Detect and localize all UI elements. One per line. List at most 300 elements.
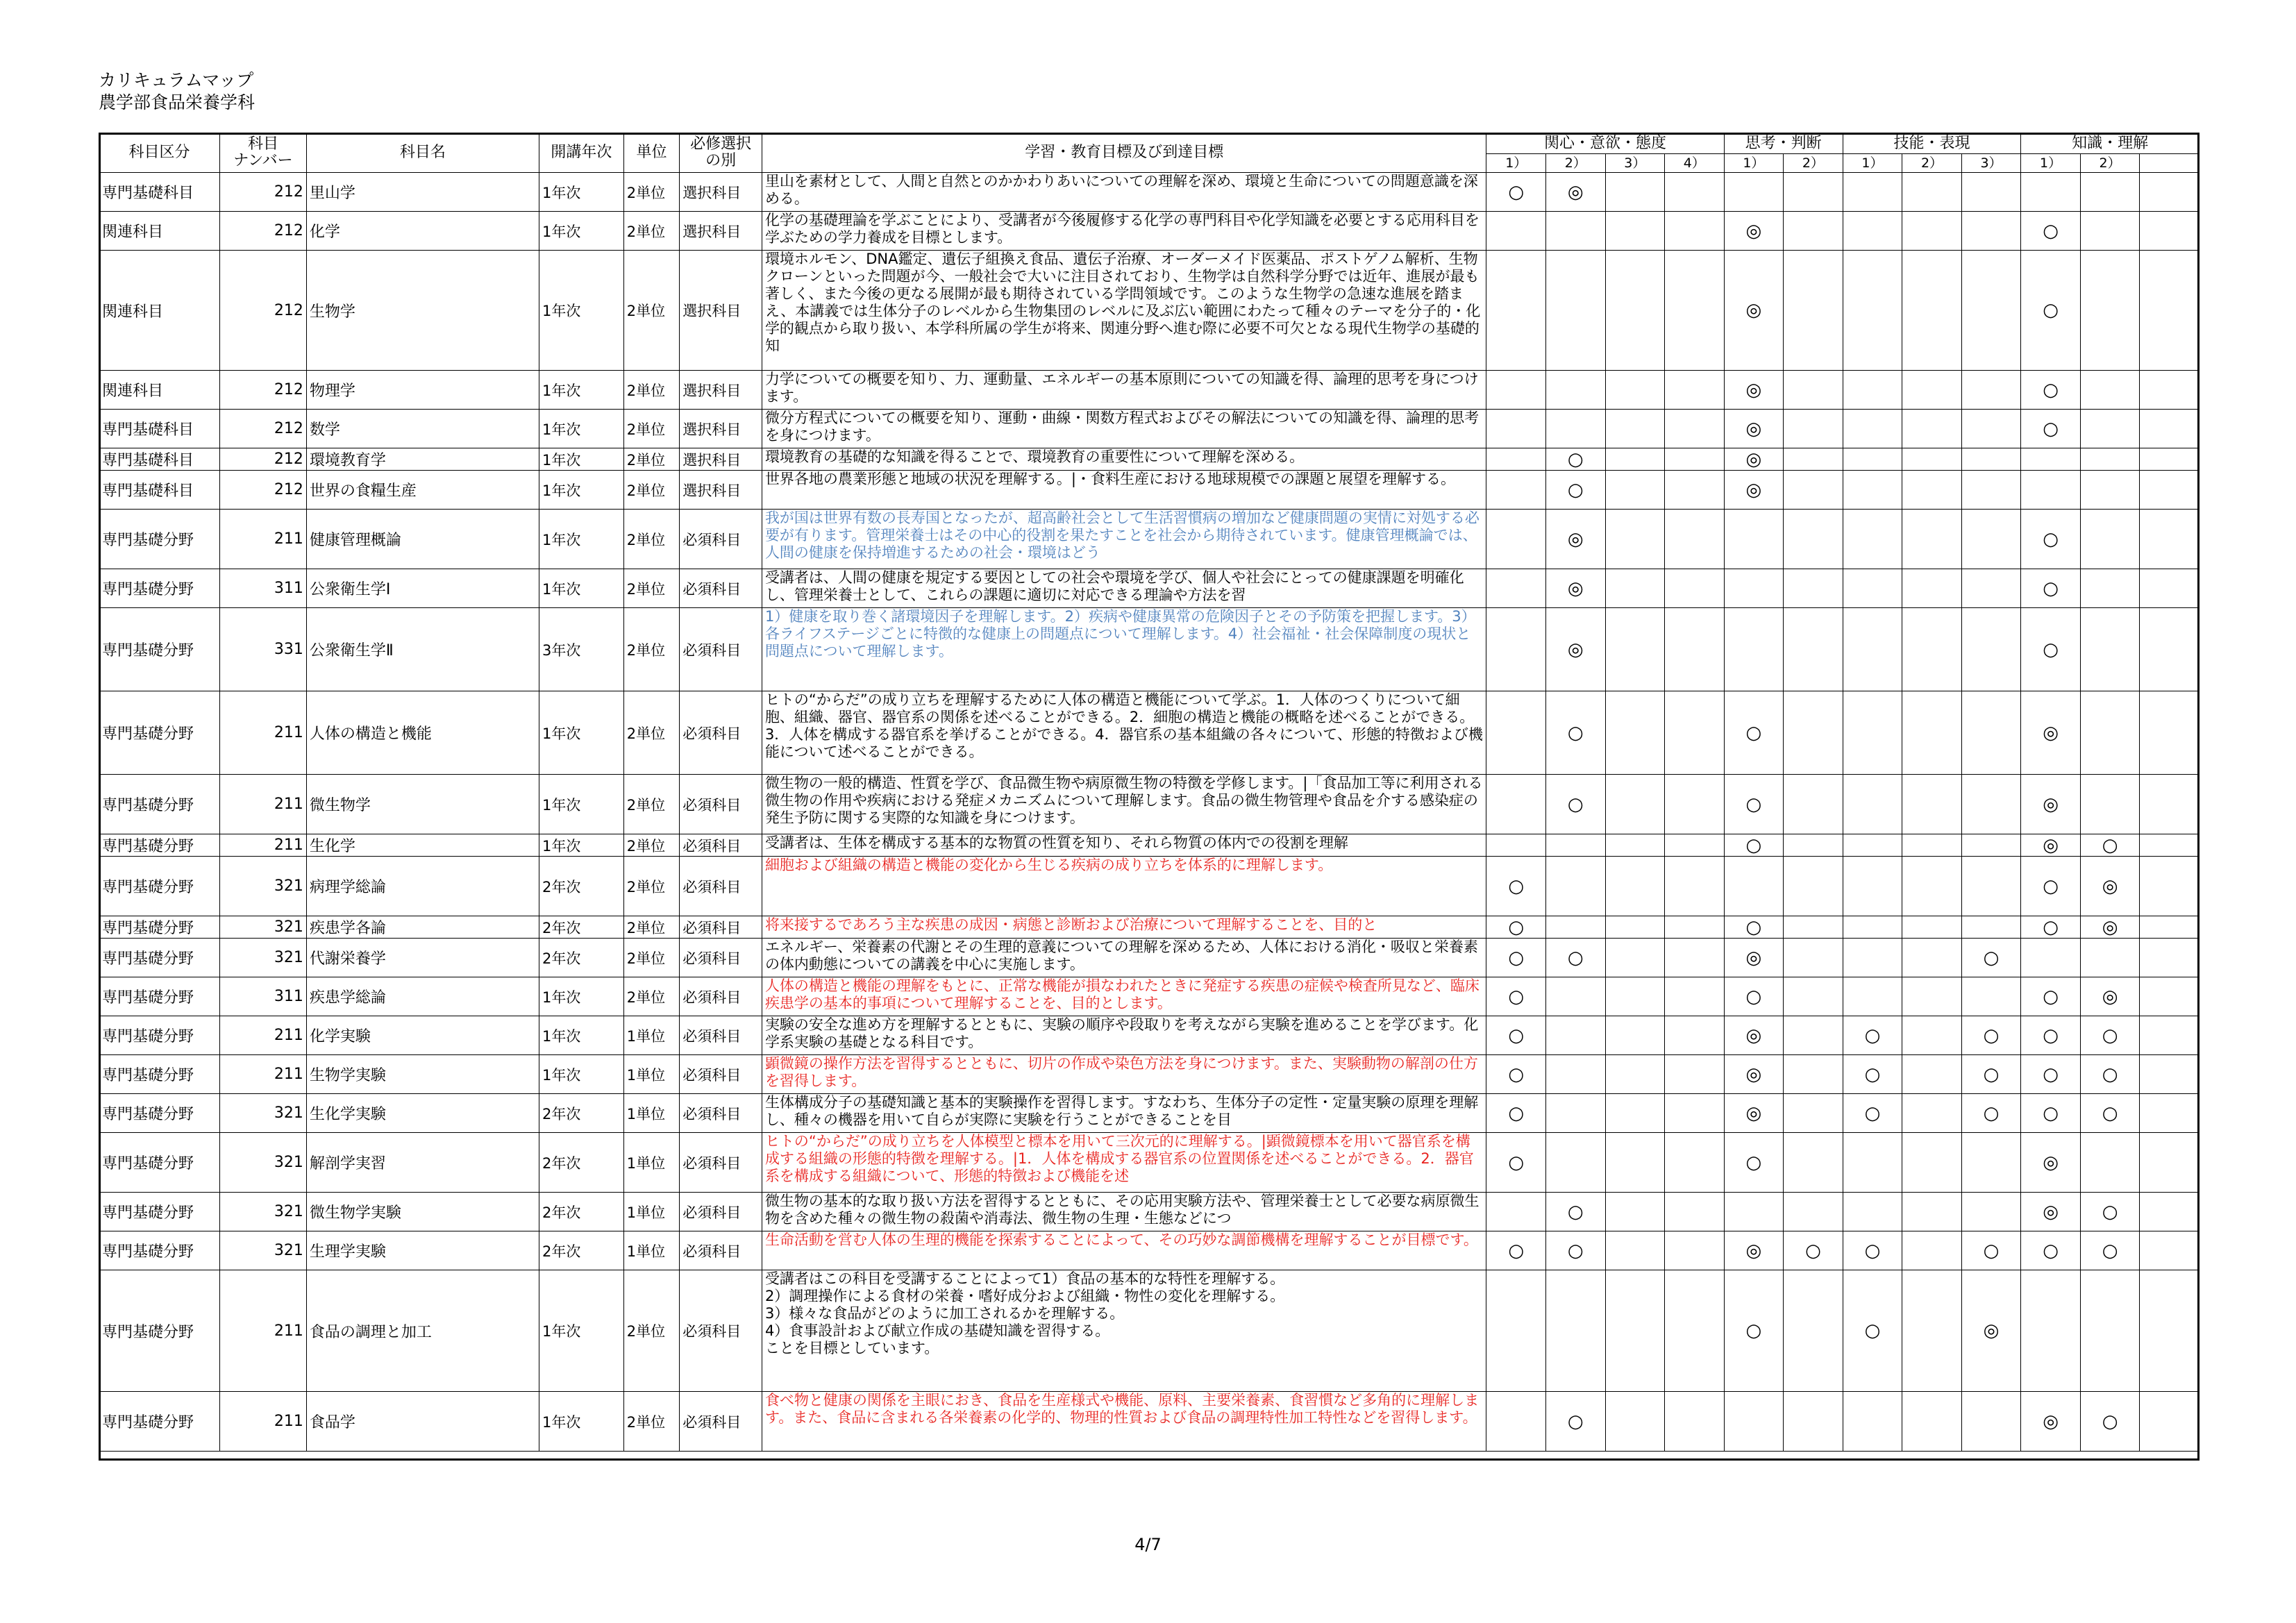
competency-mark: ○	[1724, 834, 1784, 857]
course-category: 専門基礎分野	[99, 1016, 220, 1055]
course-name: 病理学総論	[306, 857, 539, 916]
competency-mark	[1843, 410, 1902, 448]
competency-mark	[1486, 834, 1546, 857]
competency-mark	[1605, 1193, 1665, 1231]
course-category: 専門基礎分野	[99, 977, 220, 1016]
competency-mark: ○	[1546, 1231, 1606, 1270]
course-units: 2単位	[623, 212, 680, 251]
course-goal	[762, 1231, 1486, 1270]
table-row	[99, 251, 2199, 371]
competency-mark	[1902, 1270, 1962, 1392]
competency-mark: ○	[2021, 569, 2081, 608]
competency-mark	[1784, 1270, 1843, 1392]
course-goal-text: 環境ホルモン、DNA鑑定、遺伝子組換え食品、遺伝子治療、オーダーメイド医薬品、ポストゲノム解析、生物クローンといった問題が今、一般社会で大いに注目されており、生物学は自然科学分野では近年、進展が最も著しく、また今後の更なる展開が最も期待されている学問領域です。このような生物学の急速な進展を踏まえ、本講義では生体分子のレベルから生物集団のレベルに及ぶ広い範囲にわたって種々のテーマを分子的・化学的観点から取り扱い、本学科所属の学生が将来、関連分野へ進む際に必要不可欠となる現代生物学の基礎的知	[764, 251, 1481, 354]
competency-mark: ○	[1546, 939, 1606, 977]
course-category: 専門基礎科目	[99, 448, 220, 471]
competency-mark	[1665, 1392, 1725, 1452]
course-name: 化学実験	[306, 1016, 539, 1055]
course-goal	[762, 1133, 1486, 1193]
competency-mark	[1486, 371, 1546, 410]
competency-mark: ○	[1546, 448, 1606, 471]
course-required: 選択科目	[680, 212, 762, 251]
competency-mark: ○	[1843, 1055, 1902, 1094]
competency-mark: ◎	[2021, 1392, 2081, 1452]
course-goal-text: 里山を素材として、人間と自然とのかかわりあいについての理解を深め、環境と生命についての問題意識を深める。	[764, 173, 1478, 207]
course-category: 専門基礎分野	[99, 608, 220, 691]
competency-mark	[2140, 471, 2199, 510]
competency-mark	[1902, 608, 1962, 691]
competency-mark	[2140, 251, 2199, 371]
competency-mark	[1784, 1055, 1843, 1094]
competency-mark	[1605, 1094, 1665, 1133]
competency-mark: ○	[1486, 1094, 1546, 1133]
competency-mark	[1843, 916, 1902, 939]
competency-mark	[1784, 977, 1843, 1016]
course-required: 必須科目	[680, 1392, 762, 1452]
competency-mark	[1665, 471, 1725, 510]
course-required: 必須科目	[680, 775, 762, 834]
course-number: 321	[220, 857, 307, 916]
competency-mark	[1665, 510, 1725, 569]
competency-mark	[1843, 212, 1902, 251]
course-year: 1年次	[539, 691, 623, 775]
course-goal	[762, 251, 1486, 371]
competency-mark	[1724, 569, 1784, 608]
course-units: 2単位	[623, 775, 680, 834]
course-number: 311	[220, 977, 307, 1016]
course-goal	[762, 448, 1486, 471]
competency-mark	[1665, 834, 1725, 857]
sub-header: 2）	[1902, 154, 1962, 173]
course-name: 疾患学各論	[306, 916, 539, 939]
course-required: 必須科目	[680, 857, 762, 916]
course-name: 食品の調理と加工	[306, 1270, 539, 1392]
course-year: 1年次	[539, 212, 623, 251]
competency-mark	[1605, 569, 1665, 608]
competency-mark	[1961, 857, 2021, 916]
course-number: 211	[220, 691, 307, 775]
page-titles	[99, 69, 255, 114]
course-required: 必須科目	[680, 1094, 762, 1133]
course-goal	[762, 939, 1486, 977]
course-required: 必須科目	[680, 510, 762, 569]
course-units: 2単位	[623, 939, 680, 977]
competency-mark	[2140, 410, 2199, 448]
competency-mark	[1605, 471, 1665, 510]
competency-mark	[2140, 1231, 2199, 1270]
course-year: 2年次	[539, 857, 623, 916]
competency-mark	[1665, 977, 1725, 1016]
competency-mark	[2140, 691, 2199, 775]
competency-mark	[2140, 1055, 2199, 1094]
course-units: 2単位	[623, 691, 680, 775]
course-units: 1単位	[623, 1094, 680, 1133]
competency-mark	[2080, 371, 2140, 410]
competency-mark	[1665, 410, 1725, 448]
course-year: 3年次	[539, 608, 623, 691]
competency-mark	[1605, 916, 1665, 939]
course-number: 212	[220, 471, 307, 510]
header-year: 開講年次	[539, 133, 623, 173]
competency-mark	[1665, 1094, 1725, 1133]
course-name: 化学	[306, 212, 539, 251]
competency-mark	[1486, 212, 1546, 251]
course-name: 数学	[306, 410, 539, 448]
course-number: 212	[220, 212, 307, 251]
competency-mark	[1902, 1133, 1962, 1193]
competency-mark: ○	[2021, 212, 2081, 251]
competency-mark: ◎	[1724, 251, 1784, 371]
course-goal-text: 実験の安全な進め方を理解するとともに、実験の順序や段取りを考えながら実験を進めることを学びます。化学系実験の基礎となる科目です。	[764, 1016, 1479, 1050]
course-goal-text: 力学についての概要を知り、力、運動量、エネルギーの基本原則についての知識を得、論理的思考を身につけます。	[764, 371, 1479, 405]
competency-mark	[2140, 916, 2199, 939]
competency-mark	[1784, 916, 1843, 939]
course-name: 生化学	[306, 834, 539, 857]
competency-mark	[1843, 371, 1902, 410]
course-name: 微生物学実験	[306, 1193, 539, 1231]
competency-mark: ○	[1961, 939, 2021, 977]
competency-mark: ◎	[1724, 410, 1784, 448]
competency-mark	[2140, 834, 2199, 857]
course-units: 2単位	[623, 916, 680, 939]
course-year: 2年次	[539, 1231, 623, 1270]
competency-mark	[2140, 510, 2199, 569]
competency-mark	[1665, 1016, 1725, 1055]
course-goal	[762, 857, 1486, 916]
course-goal	[762, 1392, 1486, 1452]
competency-mark	[1961, 775, 2021, 834]
course-year: 1年次	[539, 1270, 623, 1392]
competency-mark: ○	[2021, 916, 2081, 939]
competency-mark	[1843, 1133, 1902, 1193]
competency-mark: ○	[2021, 251, 2081, 371]
competency-mark	[1843, 510, 1902, 569]
competency-mark	[1784, 608, 1843, 691]
competency-mark	[1902, 510, 1962, 569]
competency-mark	[1546, 410, 1606, 448]
course-number: 321	[220, 1133, 307, 1193]
course-name: 物理学	[306, 371, 539, 410]
competency-mark	[2140, 775, 2199, 834]
competency-mark	[2080, 569, 2140, 608]
competency-mark: ◎	[2021, 1193, 2081, 1231]
competency-mark	[1665, 939, 1725, 977]
competency-mark	[1843, 834, 1902, 857]
competency-mark: ◎	[1724, 1094, 1784, 1133]
course-units: 2単位	[623, 251, 680, 371]
competency-mark	[1605, 212, 1665, 251]
competency-mark	[1605, 608, 1665, 691]
competency-mark	[1961, 1193, 2021, 1231]
competency-mark	[2080, 212, 2140, 251]
competency-mark: ○	[1546, 1193, 1606, 1231]
course-year: 2年次	[539, 1133, 623, 1193]
course-goal-text: 人体の構造と機能の理解をもとに、正常な機能が損なわれたときに発症する疾患の症候や検査所見など、臨床疾患学の基本的事項について理解することを、目的とします。	[764, 977, 1480, 1011]
competency-mark	[1902, 939, 1962, 977]
competency-mark	[1902, 775, 1962, 834]
competency-mark	[1784, 939, 1843, 977]
table-row	[99, 939, 2199, 977]
header-group-knowledge: 知識・理解	[2021, 133, 2199, 154]
course-category: 関連科目	[99, 251, 220, 371]
table-row	[99, 691, 2199, 775]
competency-mark: ○	[2021, 1094, 2081, 1133]
competency-mark: ○	[2021, 410, 2081, 448]
competency-mark: ○	[2021, 857, 2081, 916]
competency-mark: ○	[1486, 1133, 1546, 1193]
header-name: 科目名	[306, 133, 539, 173]
header-group-attitude: 関心・意欲・態度	[1486, 133, 1724, 154]
sub-header: 2）	[1784, 154, 1843, 173]
header-group-skills: 技能・表現	[1843, 133, 2021, 154]
competency-mark	[1546, 1094, 1606, 1133]
course-name: 解剖学実習	[306, 1133, 539, 1193]
course-number: 321	[220, 916, 307, 939]
course-number: 321	[220, 939, 307, 977]
course-category: 専門基礎科目	[99, 410, 220, 448]
competency-mark: ◎	[2080, 857, 2140, 916]
competency-mark	[1961, 1392, 2021, 1452]
competency-mark: ○	[1784, 1231, 1843, 1270]
competency-mark	[1784, 212, 1843, 251]
competency-mark	[2140, 977, 2199, 1016]
course-goal	[762, 410, 1486, 448]
competency-mark	[1546, 1055, 1606, 1094]
table-row	[99, 410, 2199, 448]
competency-mark	[1605, 1270, 1665, 1392]
competency-mark	[1843, 1392, 1902, 1452]
course-goal-text: 微生物の一般的構造、性質を学び、食品微生物や病原微生物の特徴を学修します。|「食品加工等に利用される微生物の作用や疾病における発症メカニズムについて理解します。食品の微生物管理や食品を介する感染症の発生予防に関する実際的な知識を身につけます。	[764, 775, 1483, 826]
course-goal	[762, 1055, 1486, 1094]
course-category: 専門基礎分野	[99, 1055, 220, 1094]
course-name: 生物学実験	[306, 1055, 539, 1094]
competency-mark	[1546, 371, 1606, 410]
sub-header: 3）	[1961, 154, 2021, 173]
course-goal	[762, 916, 1486, 939]
competency-mark	[2140, 1133, 2199, 1193]
competency-mark: ○	[2080, 834, 2140, 857]
course-goal-text: 生命活動を営む人体の生理的機能を探索することによって、その巧妙な調節機構を理解することが目標です。	[764, 1231, 1478, 1248]
course-goal-text: 1）健康を取り巻く諸環境因子を理解します。2）疾病や健康異常の危険因子とその予防策を把握します。3）各ライフステージごとに特徴的な健康上の問題点について理解します。4）社会福祉・社会保障制度の現状と問題点について理解します。	[764, 608, 1476, 659]
course-year: 1年次	[539, 1392, 623, 1452]
course-required: 選択科目	[680, 371, 762, 410]
course-category: 関連科目	[99, 212, 220, 251]
course-category: 専門基礎科目	[99, 471, 220, 510]
competency-mark	[1902, 410, 1962, 448]
competency-mark	[1902, 448, 1962, 471]
competency-mark	[1486, 1392, 1546, 1452]
course-goal-text: 顕微鏡の操作方法を習得するとともに、切片の作成や染色方法を身につけます。また、実験動物の解剖の仕方を習得します。	[764, 1055, 1478, 1089]
course-year: 1年次	[539, 775, 623, 834]
course-name: 世界の食糧生産	[306, 471, 539, 510]
competency-mark	[1724, 1392, 1784, 1452]
competency-mark	[1665, 916, 1725, 939]
course-goal	[762, 1270, 1486, 1392]
competency-mark	[1605, 1055, 1665, 1094]
competency-mark	[1665, 371, 1725, 410]
competency-mark	[1486, 608, 1546, 691]
header-required: 必修選択 の別	[680, 133, 762, 173]
course-goal	[762, 775, 1486, 834]
competency-mark	[1784, 1016, 1843, 1055]
course-goal-text: 我が国は世界有数の長寿国となったが、超高齢社会として生活習慣病の増加など健康問題の実情に対処する必要が有ります。管理栄養士はその中心的役割を果たすことを社会から期待されています。健康管理概論では、人間の健康を保持増進するための社会・環境はどう	[764, 510, 1480, 561]
course-year: 2年次	[539, 1193, 623, 1231]
course-goal-text: 微生物の基本的な取り扱い方法を習得するとともに、その応用実験方法や、管理栄養士として必要な病原微生物を含めた種々の微生物の殺菌や消毒法、微生物の生理・生態などにつ	[764, 1193, 1480, 1227]
sub-header: 1）	[1486, 154, 1546, 173]
course-goal-text: 将来接するであろう主な疾患の成因・病態と診断および治療について理解することを、目的と	[764, 916, 1377, 933]
course-goal	[762, 977, 1486, 1016]
competency-mark: ○	[2021, 510, 2081, 569]
competency-mark	[1961, 916, 2021, 939]
sub-header: 2）	[2080, 154, 2140, 173]
competency-mark: ◎	[1724, 371, 1784, 410]
competency-mark: ◎	[1724, 1016, 1784, 1055]
sub-header: 4）	[1665, 154, 1725, 173]
competency-mark	[1546, 1270, 1606, 1392]
course-year: 1年次	[539, 977, 623, 1016]
competency-mark: ○	[2080, 1193, 2140, 1231]
competency-mark	[1902, 916, 1962, 939]
course-goal	[762, 173, 1486, 212]
competency-mark	[1724, 857, 1784, 916]
competency-mark: ○	[1486, 173, 1546, 212]
course-units: 1単位	[623, 1133, 680, 1193]
course-number: 211	[220, 1392, 307, 1452]
course-category: 専門基礎分野	[99, 834, 220, 857]
course-goal-text: 環境教育の基礎的な知識を得ることで、環境教育の重要性について理解を深める。	[764, 448, 1305, 465]
competency-mark	[1605, 410, 1665, 448]
course-required: 必須科目	[680, 569, 762, 608]
competency-mark	[1724, 608, 1784, 691]
course-name: 公衆衛生学Ⅱ	[306, 608, 539, 691]
competency-mark	[1902, 1193, 1962, 1231]
competency-mark	[1665, 1055, 1725, 1094]
table-row	[99, 1094, 2199, 1133]
course-name: 生化学実験	[306, 1094, 539, 1133]
table-row	[99, 212, 2199, 251]
competency-mark: ○	[2080, 1094, 2140, 1133]
competency-mark: ○	[1486, 939, 1546, 977]
competency-mark	[1902, 173, 1962, 212]
competency-mark: ○	[2021, 1231, 2081, 1270]
competency-mark: ○	[1546, 1392, 1606, 1452]
competency-mark	[2080, 1133, 2140, 1193]
competency-mark: ○	[1486, 1016, 1546, 1055]
competency-mark	[2080, 691, 2140, 775]
competency-mark	[1486, 691, 1546, 775]
competency-mark	[1665, 608, 1725, 691]
competency-mark	[2080, 939, 2140, 977]
competency-mark: ◎	[1546, 173, 1606, 212]
competency-mark	[2080, 510, 2140, 569]
competency-mark: ○	[1546, 471, 1606, 510]
competency-mark: ◎	[2021, 775, 2081, 834]
course-number: 212	[220, 410, 307, 448]
header-number: 科目 ナンバー	[220, 133, 307, 173]
competency-mark	[2080, 775, 2140, 834]
competency-mark	[1784, 471, 1843, 510]
competency-mark	[1902, 212, 1962, 251]
competency-mark	[1784, 1193, 1843, 1231]
course-number: 321	[220, 1193, 307, 1231]
competency-mark	[1902, 471, 1962, 510]
course-year: 1年次	[539, 471, 623, 510]
competency-mark	[1486, 251, 1546, 371]
table-row	[99, 1270, 2199, 1392]
competency-mark: ○	[2080, 1016, 2140, 1055]
competency-mark: ○	[1961, 1016, 2021, 1055]
course-name: 人体の構造と機能	[306, 691, 539, 775]
course-required: 必須科目	[680, 1016, 762, 1055]
course-category: 専門基礎分野	[99, 1094, 220, 1133]
table-row	[99, 916, 2199, 939]
competency-mark	[1902, 834, 1962, 857]
competency-mark: ○	[1724, 916, 1784, 939]
course-goal	[762, 1193, 1486, 1231]
competency-mark: ○	[1486, 1055, 1546, 1094]
competency-mark	[1605, 1016, 1665, 1055]
competency-mark	[1902, 1016, 1962, 1055]
competency-mark	[1784, 410, 1843, 448]
course-number: 321	[220, 1231, 307, 1270]
competency-mark	[1784, 569, 1843, 608]
course-goal	[762, 691, 1486, 775]
course-required: 必須科目	[680, 916, 762, 939]
course-name: 生理学実験	[306, 1231, 539, 1270]
table-row	[99, 371, 2199, 410]
competency-mark	[1486, 1193, 1546, 1231]
competency-mark: ◎	[1961, 1270, 2021, 1392]
course-category: 専門基礎分野	[99, 857, 220, 916]
competency-mark: ◎	[2021, 691, 2081, 775]
competency-mark	[1961, 448, 2021, 471]
course-units: 2単位	[623, 857, 680, 916]
competency-mark	[1784, 448, 1843, 471]
course-year: 1年次	[539, 510, 623, 569]
competency-mark	[1546, 977, 1606, 1016]
course-units: 1単位	[623, 1055, 680, 1094]
competency-mark: ◎	[1724, 939, 1784, 977]
competency-mark	[1605, 857, 1665, 916]
competency-mark	[1665, 857, 1725, 916]
course-goal-text: 細胞および組織の構造と機能の変化から生じる疾病の成り立ちを体系的に理解します。	[764, 857, 1333, 873]
table-row	[99, 510, 2199, 569]
competency-mark	[1961, 569, 2021, 608]
competency-mark	[2140, 1392, 2199, 1452]
competency-mark: ○	[1486, 977, 1546, 1016]
course-year: 2年次	[539, 939, 623, 977]
competency-mark	[1961, 1133, 2021, 1193]
course-number: 212	[220, 251, 307, 371]
competency-mark	[2140, 371, 2199, 410]
course-goal	[762, 1016, 1486, 1055]
course-number: 212	[220, 448, 307, 471]
course-number: 211	[220, 510, 307, 569]
course-category: 専門基礎分野	[99, 1231, 220, 1270]
competency-mark	[1843, 857, 1902, 916]
competency-mark	[1546, 916, 1606, 939]
competency-mark: ○	[1486, 857, 1546, 916]
competency-mark	[2140, 608, 2199, 691]
competency-mark	[1605, 939, 1665, 977]
course-goal-text: エネルギー、栄養素の代謝とその生理的意義についての理解を深めるため、人体における消化・吸収と栄養素の体内動態についての講義を中心に実施します。	[764, 939, 1478, 973]
course-units: 2単位	[623, 410, 680, 448]
course-category: 専門基礎分野	[99, 1270, 220, 1392]
competency-mark	[1843, 471, 1902, 510]
course-units: 2単位	[623, 471, 680, 510]
competency-mark: ○	[1486, 1231, 1546, 1270]
competency-mark	[1961, 834, 2021, 857]
